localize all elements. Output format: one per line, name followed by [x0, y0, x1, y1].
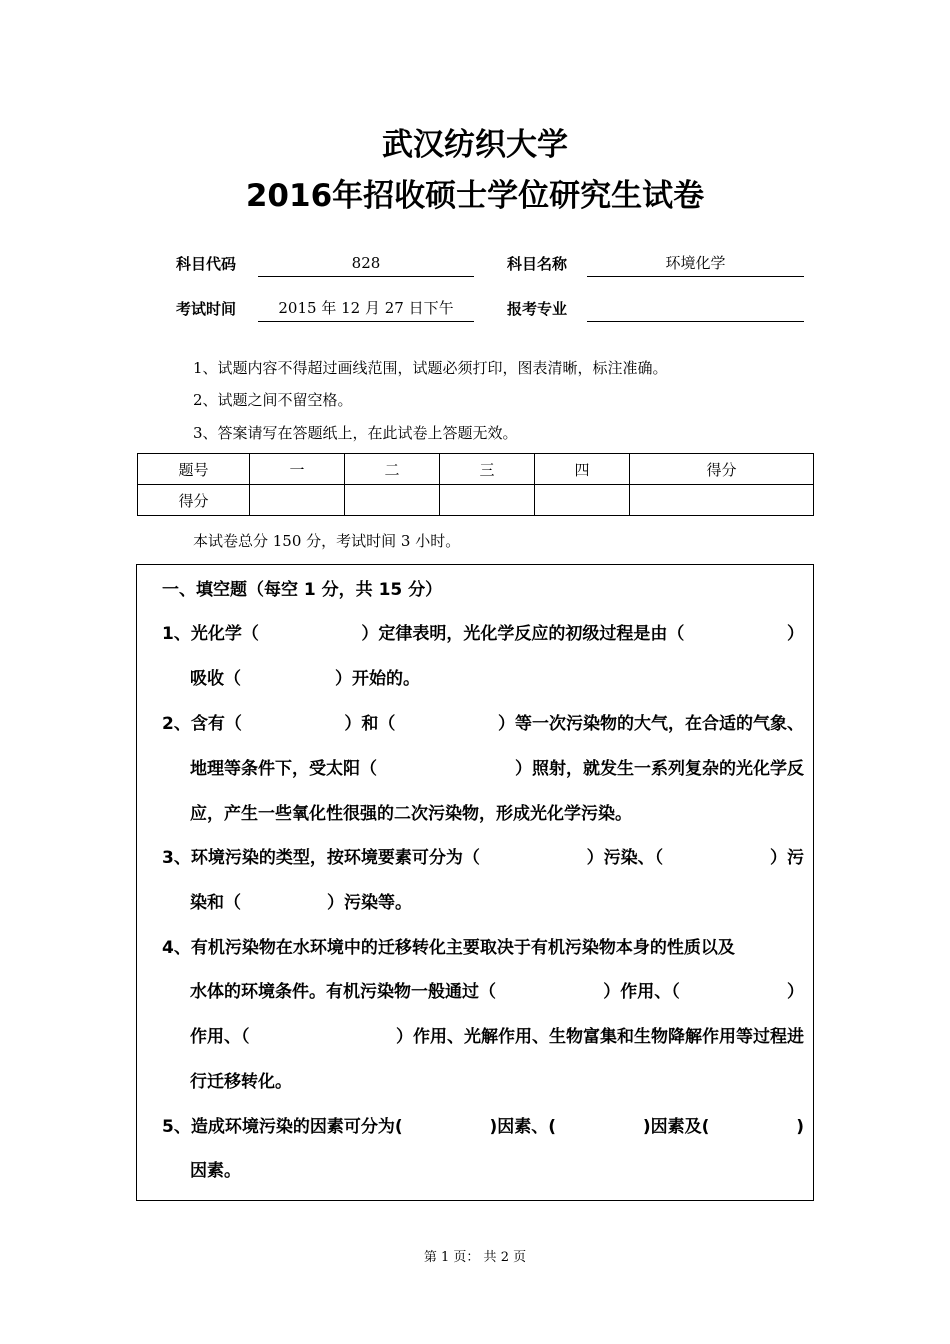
question-4-line-2: 水体的环境条件。有机污染物一般通过（ ）作用、（ ） — [190, 982, 804, 1002]
page-footer: 第 1 页： 共 2 页 — [423, 1250, 527, 1265]
note-2: 2、试题之间不留空格。 — [193, 391, 353, 409]
note-3: 3、答案请写在答题纸上，在此试卷上答题无效。 — [193, 424, 518, 442]
major-field — [587, 295, 804, 322]
question-1-line-1: 1、光化学（ ）定律表明，光化学反应的初级过程是由（ ） — [162, 624, 804, 644]
header-cell: 三 — [440, 454, 535, 485]
question-3-line-2: 染和（ ）污染等。 — [190, 893, 412, 913]
question-1-line-2: 吸收（ ）开始的。 — [190, 669, 420, 689]
exam-title: 2016年招收硕士学位研究生试卷 — [245, 178, 705, 214]
score-table-header-row — [138, 454, 814, 485]
score-cell[interactable] — [345, 485, 440, 516]
question-2-line-2: 地理等条件下，受太阳（ ）照射，就发生一系列复杂的光化学反 — [190, 759, 804, 779]
header-cell: 四 — [535, 454, 630, 485]
exam-time-field: 2015 年 12 月 27 日下午 — [258, 295, 474, 322]
row-label-cell: 得分 — [138, 485, 250, 516]
question-5-line-1: 5、造成环境污染的因素可分为( )因素、( )因素及( ) — [162, 1117, 804, 1137]
subject-code-field: 828 — [258, 250, 474, 277]
header-cell: 二 — [345, 454, 440, 485]
score-cell[interactable] — [630, 485, 814, 516]
score-cell[interactable] — [250, 485, 345, 516]
subject-name-field: 环境化学 — [587, 250, 804, 277]
university-title: 武汉纺织大学 — [382, 127, 568, 163]
question-box — [136, 564, 814, 1201]
score-cell[interactable] — [535, 485, 630, 516]
question-4-line-4: 行迁移转化。 — [190, 1072, 292, 1092]
total-note: 本试卷总分 150 分，考试时间 3 小时。 — [193, 532, 461, 550]
question-4-line-3: 作用、（ ）作用、光解作用、生物富集和生物降解作用等过程进 — [190, 1027, 804, 1047]
question-5-line-2: 因素。 — [190, 1161, 241, 1181]
subject-code-label: 科目代码 — [176, 255, 237, 273]
score-table — [137, 453, 814, 516]
question-3-line-1: 3、环境污染的类型，按环境要素可分为（ ）污染、（ ）污 — [162, 848, 804, 868]
header-cell: 得分 — [630, 454, 814, 485]
question-2-line-3: 应，产生一些氧化性很强的二次污染物，形成光化学污染。 — [190, 804, 632, 824]
section-title: 一、填空题（每空 1 分，共 15 分） — [162, 580, 443, 600]
note-1: 1、试题内容不得超过画线范围，试题必须打印，图表清晰，标注准确。 — [193, 359, 668, 377]
major-label: 报考专业 — [507, 300, 568, 318]
question-2-line-1: 2、含有（ ）和（ ）等一次污染物的大气，在合适的气象、 — [162, 714, 804, 734]
score-table-score-row — [138, 485, 814, 516]
header-cell: 一 — [250, 454, 345, 485]
header-cell: 题号 — [138, 454, 250, 485]
question-4-line-1: 4、有机污染物在水环境中的迁移转化主要取决于有机污染物本身的性质以及 — [162, 938, 735, 958]
exam-time-label: 考试时间 — [176, 300, 237, 318]
subject-name-label: 科目名称 — [507, 255, 568, 273]
score-cell[interactable] — [440, 485, 535, 516]
